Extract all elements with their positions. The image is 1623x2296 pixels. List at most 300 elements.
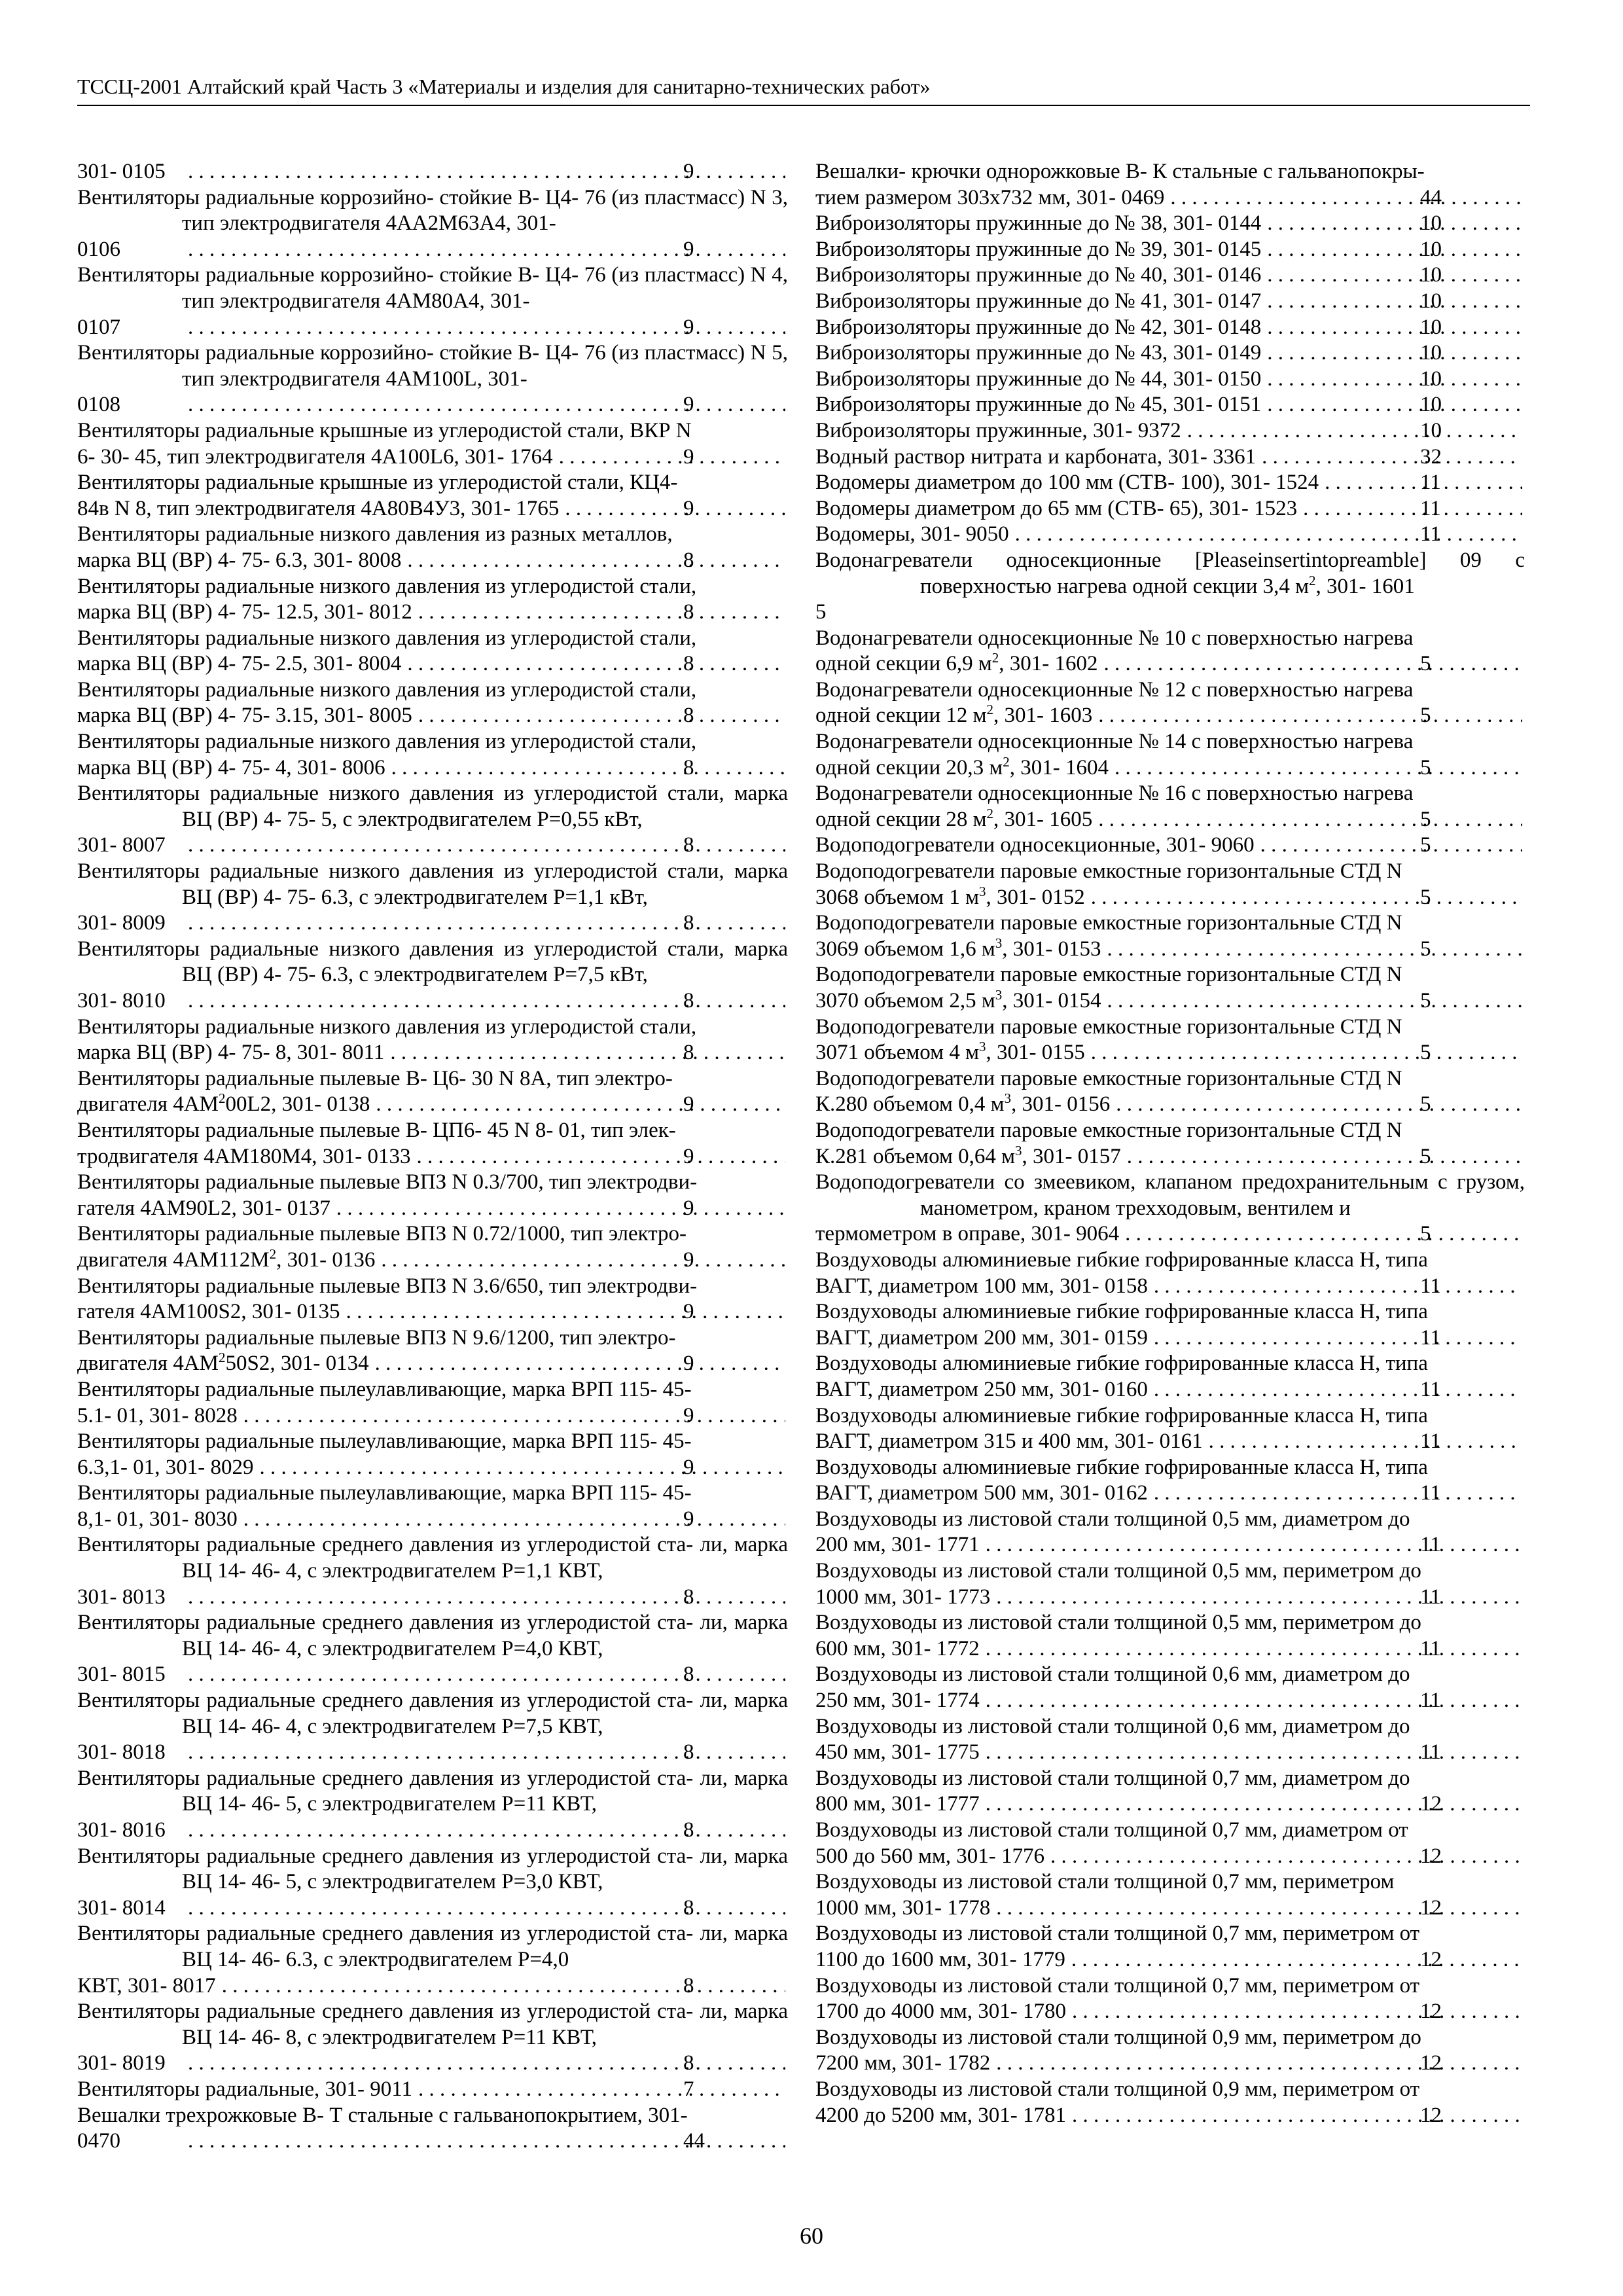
entry-tail: 450 мм, 301- 1775: [815, 1740, 980, 1765]
entry-tail: марка ВЦ (ВР) 4- 75- 2.5, 301- 8004: [77, 652, 402, 676]
entry-last-line: Водомеры, 301- 9050 . . . 11: [920, 522, 1525, 548]
index-entry: [77, 1170, 788, 1221]
index-entry: [815, 2025, 1525, 2077]
entry-tail: 1000 мм, 301- 1773: [815, 1585, 991, 1609]
dot-leader: [185, 988, 785, 1014]
entry-tail: ВАГТ, диаметром 250 мм, 301- 0160: [815, 1377, 1148, 1401]
entry-last-line: Водомеры диаметром до 100 мм (СТВ- 100), 301- 1524 . . . 11: [920, 470, 1525, 496]
entry-tail: одной секции 20,3 $м^2$, 301- 1604: [815, 753, 1109, 780]
entry-text: Вентиляторы радиальные коррозийно- стойкие В- Ц4- 76 (из пластмасс) N 4, тип электродвигателя 4АМ80А4, 301-: [77, 263, 788, 313]
index-entry: [815, 1403, 1525, 1455]
dot-leader: [1122, 1221, 1522, 1247]
index-entry: [815, 859, 1525, 910]
dot-leader: [1012, 522, 1522, 548]
dot-leader: [982, 1636, 1522, 1662]
dot-leader: [388, 755, 785, 781]
entry-last-line: 200 мм, 301- 1771 . . . 11: [920, 1532, 1525, 1558]
entry-last-line: 8,1- 01, 301- 8030 . . . 9: [182, 1507, 788, 1533]
entry-tail: 3071 объемом 4 $м^3$, 301- 0155: [815, 1039, 1085, 1065]
entry-last-line: одной секции 20,3 $м^2$, 301- 1604 . . . 5: [920, 755, 1525, 781]
index-entry: [77, 1766, 788, 1844]
index-entry: [815, 1558, 1525, 1610]
dot-leader: [1205, 1429, 1522, 1455]
entry-text: Воздуховоды из листовой стали толщиной 0,5 мм, диаметром до: [815, 1507, 1410, 1531]
entry-last-line: ВАГТ, диаметром 200 мм, 301- 0159 . . . 11: [920, 1325, 1525, 1352]
entry-text: Воздуховоды из листовой стали толщиной 0,6 мм, диаметром до: [815, 1714, 1410, 1738]
entry-text: Воздуховоды из листовой стали толщиной 0,7 мм, периметром: [815, 1870, 1395, 1894]
index-entry: [815, 1973, 1525, 2025]
entry-last-line: Виброизоляторы пружинные до № 45, 301- 0151 . . . 10: [920, 392, 1525, 418]
entry-text: Вентиляторы радиальные пылевые ВПЗ N 0.72/1000, тип электро-: [77, 1222, 687, 1246]
dot-leader: [1088, 885, 1522, 911]
dot-leader: [1150, 1274, 1522, 1300]
entry-last-line: 1000 мм, 301- 1773 . . . 11: [920, 1585, 1525, 1611]
index-entry: [815, 444, 1525, 471]
index-entry: [77, 185, 788, 263]
entry-last-line: ВАГТ, диаметром 500 мм, 301- 0162 . . . 11: [920, 1480, 1525, 1507]
entry-text: Водоподогреватели паровые емкостные горизонтальные СТД N: [815, 1066, 1402, 1090]
dot-leader: [378, 1247, 785, 1274]
entry-text: Вентиляторы радиальные среднего давления из углеродистой ста- ли, марка ВЦ 14- 46- 5, с электродвигателем Р=11 КВТ,: [77, 1766, 788, 1816]
entry-text: Вентиляторы радиальные среднего давления из углеродистой ста- ли, марка ВЦ 14- 46- 6.3, с электродвигателем Р=4,0: [77, 1922, 788, 1971]
dot-leader: [982, 1740, 1522, 1766]
index-entry: [815, 1118, 1525, 1170]
entry-tail: 5.1- 01, 301- 8028: [77, 1403, 238, 1427]
entry-last-line: одной секции 12 $м^2$, 301- 1603 . . . 5: [920, 703, 1525, 729]
entry-tail: КВТ, 301- 8017: [77, 1973, 216, 1998]
entry-text: Водоподогреватели паровые емкостные горизонтальные СТД N: [815, 963, 1402, 987]
dot-leader: [1095, 807, 1522, 833]
dot-leader: [240, 1403, 785, 1429]
entry-text: Воздуховоды алюминиевые гибкие гофрированные класса Н, типа: [815, 1247, 1428, 1272]
index-entry: [77, 2103, 788, 2155]
entry-last-line: 301- 8018 . . . 8: [182, 1740, 788, 1766]
dot-leader: [1264, 315, 1522, 341]
dot-leader: [404, 548, 785, 574]
entry-tail: марка ВЦ (ВР) 4- 75- 6.3, 301- 8008: [77, 548, 402, 572]
entry-tail: 6.3,1- 01, 301- 8029: [77, 1455, 254, 1479]
entry-tail: Виброизоляторы пружинные до № 44, 301- 0150: [815, 367, 1262, 391]
entry-last-line: ВАГТ, диаметром 315 и 400 мм, 301- 0161 . . . 11: [920, 1429, 1525, 1455]
index-entry: [815, 262, 1525, 289]
entry-text: Воздуховоды алюминиевые гибкие гофрированные класса Н, типа: [815, 1455, 1428, 1479]
entry-tail: Вентиляторы радиальные, 301- 9011: [77, 2077, 412, 2101]
entry-text: Водоподогреватели паровые емкостные горизонтальные СТД N: [815, 859, 1402, 884]
entry-text: Вентиляторы радиальные среднего давления из углеродистой ста- ли, марка ВЦ 14- 46- 8, с электродвигателем Р=11 КВТ,: [77, 2000, 788, 2049]
entry-text: Вентиляторы радиальные среднего давления из углеродистой ста- ли, марка ВЦ 14- 46- 4, с электродвигателем Р=7,5 КВТ,: [77, 1689, 788, 1738]
entry-tail: ВАГТ, диаметром 200 мм, 301- 0159: [815, 1325, 1148, 1350]
entry-last-line: Виброизоляторы пружинные до № 40, 301- 0146 . . . 10: [920, 262, 1525, 289]
entry-last-line: 6- 30- 45, тип электродвигателя 4А100L6, 301- 1764 . . . 9: [182, 444, 788, 471]
entry-last-line: 800 мм, 301- 1777 . . . 12: [920, 1791, 1525, 1818]
entry-tail: одной секции 12 $м^2$, 301- 1603: [815, 702, 1093, 728]
dot-leader: [556, 444, 785, 471]
index-entry: [815, 677, 1525, 729]
entry-last-line: КВТ, 301- 8017 . . . 8: [182, 1973, 788, 2000]
entry-tail: 3070 объемом 2,5 $м^3$, 301- 0154: [815, 987, 1101, 1013]
index-entry: [77, 859, 788, 937]
dot-leader: [1264, 340, 1522, 367]
index-entry: [815, 1662, 1525, 1713]
index-entry: [815, 1869, 1525, 1921]
entry-tail: тродвигателя 4АМ180М4, 301- 0133: [77, 1144, 411, 1168]
entry-text: Вентиляторы радиальные пылевые ВПЗ N 3.6/650, тип электродви-: [77, 1274, 698, 1298]
entry-tail: 500 до 560 мм, 301- 1776: [815, 1844, 1045, 1868]
entry-last-line: марка ВЦ (ВР) 4- 75- 2.5, 301- 8004 . . . 8: [182, 651, 788, 677]
index-entry: [815, 1714, 1525, 1766]
entry-last-line: Вентиляторы радиальные, 301- 9011 . . . 7: [182, 2077, 788, 2103]
entry-tail: марка ВЦ (ВР) 4- 75- 8, 301- 8011: [77, 1041, 385, 1065]
entry-tail: Виброизоляторы пружинные до № 40, 301- 0146: [815, 263, 1262, 287]
entry-tail: 1100 до 1600 мм, 301- 1779: [815, 1947, 1065, 1971]
dot-leader: [372, 1351, 785, 1377]
entry-text: Водоподогреватели паровые емкостные горизонтальные СТД N: [815, 1014, 1402, 1039]
entry-last-line: 301- 8010 . . . 8: [182, 988, 788, 1014]
entry-last-line: 3070 объемом 2,5 $м^3$, 301- 0154 . . . 5: [920, 988, 1525, 1014]
entry-tail: двигателя $4АМ112М^2$, 301- 0136: [77, 1246, 376, 1272]
entry-tail: Водомеры диаметром до 100 мм (СТВ- 100), 301- 1524: [815, 471, 1319, 495]
dot-leader: [185, 910, 785, 937]
dot-leader: [185, 1740, 785, 1766]
entry-text: Вентиляторы радиальные коррозийно- стойкие В- Ц4- 76 (из пластмасс) N 5, тип электродвигателя 4АМ100L, 301-: [77, 341, 788, 391]
entry-last-line: 3071 объемом 4 $м^3$, 301- 0155 . . . 5: [920, 1040, 1525, 1066]
entry-text: Воздуховоды алюминиевые гибкие гофрированные класса Н, типа: [815, 1300, 1428, 1324]
index-entry: [815, 1299, 1525, 1351]
entry-last-line: термометром в оправе, 301- 9064 . . . 5: [920, 1221, 1525, 1247]
entry-tail: Водомеры диаметром до 65 мм (СТВ- 65), 301- 1523: [815, 496, 1298, 520]
entry-last-line: ВАГТ, диаметром 100 мм, 301- 0158 . . . 11: [920, 1274, 1525, 1300]
dot-leader: [185, 1895, 785, 1922]
entry-text: Водоподогреватели паровые емкостные горизонтальные СТД N: [815, 911, 1402, 935]
index-entry: [815, 289, 1525, 315]
entry-tail: 3068 объемом 1 $м^3$, 301- 0152: [815, 883, 1085, 909]
index-entry: [815, 496, 1525, 522]
entry-tail: марка ВЦ (ВР) 4- 75- 3.15, 301- 8005: [77, 704, 412, 728]
dot-leader: [219, 1973, 785, 2000]
index-entry: [815, 418, 1525, 444]
entry-text: Вентиляторы радиальные низкого давления из углеродистой стали,: [77, 1014, 697, 1039]
entry-tail: Виброизоляторы пружинные до № 43, 301- 0149: [815, 341, 1262, 365]
index-entry: [77, 1274, 788, 1325]
entry-tail: 8,1- 01, 301- 8030: [77, 1507, 238, 1531]
dot-leader: [415, 2077, 785, 2103]
index-entry: [77, 1066, 788, 1118]
index-entry: [77, 626, 788, 677]
index-entry: [77, 729, 788, 781]
dot-leader: [993, 1895, 1522, 1922]
entry-tail: К.280 объемом 0,4 $м^3$, 301- 0156: [815, 1090, 1111, 1117]
entry-text: Вентиляторы радиальные пылевые В- Ц6- 30 N 8А, тип электро-: [77, 1066, 673, 1090]
entry-text: Вентиляторы радиальные среднего давления из углеродистой ста- ли, марка ВЦ 14- 46- 4, с электродвигателем Р=1,1 КВТ,: [77, 1533, 788, 1583]
entry-last-line: марка ВЦ (ВР) 4- 75- 3.15, 301- 8005 . . . 8: [182, 703, 788, 729]
index-entry: [77, 340, 788, 418]
index-entry: [815, 522, 1525, 548]
dot-leader: [982, 1532, 1522, 1558]
entry-tail: 84в N 8, тип электродвигателя 4А80В4У3, 301- 1765: [77, 496, 560, 520]
index-entry: [77, 1118, 788, 1170]
dot-leader: [415, 703, 785, 729]
index-entry: [77, 677, 788, 729]
entry-last-line: 3069 объемом 1,6 $м^3$, 301- 0153 . . . 5: [920, 937, 1525, 963]
entry-text: Вентиляторы радиальные пылеулавливающие, марка ВРП 115- 45-: [77, 1481, 692, 1505]
entry-text: Воздуховоды алюминиевые гибкие гофрированные класса Н, типа: [815, 1403, 1428, 1427]
entry-text: Вентиляторы радиальные низкого давления из углеродистой стали,: [77, 730, 697, 754]
entry-last-line: марка ВЦ (ВР) 4- 75- 12.5, 301- 8012 . . . 8: [182, 600, 788, 626]
entry-tail: Виброизоляторы пружинные до № 38, 301- 0144: [815, 211, 1262, 236]
entry-tail: 800 мм, 301- 1777: [815, 1792, 980, 1816]
index-entry: [77, 2077, 788, 2103]
index-column-left: [77, 159, 788, 2155]
entry-tail: марка ВЦ (ВР) 4- 75- 4, 301- 8006: [77, 755, 385, 780]
entry-tail: 250 мм, 301- 1774: [815, 1689, 980, 1713]
dot-leader: [185, 159, 785, 185]
entry-last-line: 500 до 560 мм, 301- 1776 . . . 12: [920, 1844, 1525, 1870]
index-entry: [77, 1377, 788, 1429]
entry-text: Воздуховоды из листовой стали толщиной 0,9 мм, периметром от: [815, 2077, 1420, 2101]
entry-text: Воздуховоды из листовой стали толщиной 0,9 мм, периметром до: [815, 2025, 1421, 2049]
dot-leader: [993, 1585, 1522, 1611]
dot-leader: [1167, 185, 1522, 211]
entry-last-line: 0106 . . . 9: [182, 237, 788, 263]
entry-text: Вентиляторы радиальные низкого давления из углеродистой стали, марка ВЦ (ВР) 4- 75- 6.3, с электродвигателем Р=7,5 кВт,: [77, 937, 788, 987]
entry-tail: тием размером 303х732 мм, 301- 0469: [815, 185, 1165, 209]
index-entry: [815, 1247, 1525, 1299]
index-entry: [815, 833, 1525, 859]
index-entry: [815, 626, 1525, 677]
index-entry: [815, 367, 1525, 393]
entry-tail: Виброизоляторы пружинные до № 42, 301- 0148: [815, 315, 1262, 339]
entry-last-line: К.280 объемом 0,4 $м^3$, 301- 0156 . . . 5: [920, 1092, 1525, 1118]
entry-tail: 600 мм, 301- 1772: [815, 1636, 980, 1660]
dot-leader: [1258, 444, 1522, 471]
entry-text: Вентиляторы радиальные пылевые В- ЦП6- 45 N 8- 01, тип элек-: [77, 1118, 676, 1142]
entry-text: Водонагреватели односекционные № 12 с поверхностью нагрева: [815, 677, 1414, 702]
index-entry: [815, 237, 1525, 263]
index-entry: [815, 159, 1525, 211]
index-entry: [77, 1532, 788, 1610]
index-entry: [77, 1844, 788, 1922]
entry-text: Вентиляторы радиальные крышные из углеродистой стали, ВКР N: [77, 418, 692, 442]
index-entry: [815, 1455, 1525, 1507]
entry-last-line: тродвигателя 4АМ180М4, 301- 0133 . . . 9: [182, 1144, 788, 1170]
dot-leader: [333, 1196, 785, 1222]
index-entry: [815, 1014, 1525, 1066]
index-entry: [815, 1170, 1525, 1247]
entry-text: Водоподогреватели со змеевиком, клапаном предохранительным с грузом, манометром, краном трехходовым, вентилем и: [815, 1170, 1525, 1220]
entry-tail: К.281 объемом 0,64 $м^3$, 301- 0157: [815, 1142, 1121, 1168]
header-rule: [77, 105, 1530, 106]
entry-last-line: Водоподогреватели односекционные, 301- 9060 . . . 5: [920, 833, 1525, 859]
entry-last-line: марка ВЦ (ВР) 4- 75- 4, 301- 8006 . . . 8: [182, 755, 788, 781]
entry-tail: гателя 4АМ90L2, 301- 0137: [77, 1196, 330, 1220]
entry-tail: Виброизоляторы пружинные, 301- 9372: [815, 418, 1181, 442]
entry-tail: Водомеры, 301- 9050: [815, 522, 1009, 547]
dot-leader: [1264, 392, 1522, 418]
entry-last-line: 301- 8015 . . . 8: [182, 1662, 788, 1688]
page-number: 60: [800, 2223, 823, 2249]
entry-last-line: 3068 объемом 1 $м^3$, 301- 0152 . . . 5: [920, 885, 1525, 911]
entry-text: Вешалки трехрожковые В- Т стальные с гальванопокрытием, 301-: [77, 2103, 688, 2127]
dot-leader: [1095, 703, 1522, 729]
entry-last-line: Виброизоляторы пружинные до № 41, 301- 0147 . . . 10: [920, 289, 1525, 315]
index-entry: [77, 1221, 788, 1273]
entry-tail: одной секции 6,9 $м^2$, 301- 1602: [815, 650, 1098, 676]
entry-tail: 6- 30- 45, тип электродвигателя 4А100L6, 301- 1764: [77, 444, 553, 469]
index-entry: [815, 211, 1525, 237]
index-entry: [815, 2077, 1525, 2128]
dot-leader: [185, 2051, 785, 2077]
entry-last-line: 301- 8007 . . . 8: [182, 833, 788, 859]
dot-leader: [413, 1144, 785, 1170]
index-entry: [815, 910, 1525, 962]
entry-last-line: 0470 . . . 44: [182, 2128, 788, 2155]
entry-last-line: 301- 8009 . . . 8: [182, 910, 788, 937]
index-entry: [77, 574, 788, 626]
index-entry: [77, 470, 788, 522]
entry-last-line: 1700 до 4000 мм, 301- 1780 . . . 12: [920, 1999, 1525, 2025]
dot-leader: [1150, 1480, 1522, 1507]
entry-text: Водонагреватели односекционные № 14 с поверхностью нагрева: [815, 730, 1414, 754]
entry-last-line: 84в N 8, тип электродвигателя 4А80В4У3, 301- 1765 . . . 9: [182, 496, 788, 522]
entry-text: Воздуховоды из листовой стали толщиной 0,6 мм, диаметром до: [815, 1662, 1410, 1687]
entry-last-line: 1000 мм, 301- 1778 . . . 12: [920, 1895, 1525, 1922]
entry-last-line: 1100 до 1600 мм, 301- 1779 . . . 12: [920, 1947, 1525, 1973]
entry-tail: двигателя $4АМ^200L2$, 301- 0138: [77, 1090, 370, 1117]
dot-leader: [1264, 262, 1522, 289]
entry-text: Вентиляторы радиальные крышные из углеродистой стали, КЦ4-: [77, 471, 678, 495]
entry-text: Воздуховоды из листовой стали толщиной 0,5 мм, периметром до: [815, 1559, 1421, 1583]
index-entry: [815, 781, 1525, 833]
entry-last-line: Виброизоляторы пружинные до № 43, 301- 0149 . . . 10: [920, 340, 1525, 367]
index-entry: [77, 1999, 788, 2077]
running-header: ТССЦ-2001 Алтайский край Часть 3 «Материалы и изделия для санитарно-технических работ»: [77, 75, 931, 98]
entry-last-line: 6.3,1- 01, 301- 8029 . . . 9: [182, 1455, 788, 1481]
dot-leader: [1264, 211, 1522, 237]
dot-leader: [185, 315, 785, 341]
index-entry: [815, 1766, 1525, 1818]
dot-leader: [387, 1040, 785, 1066]
index-entry: [815, 340, 1525, 367]
entry-last-line: 301- 8014 . . . 8: [182, 1895, 788, 1922]
dot-leader: [1264, 237, 1522, 263]
index-entry: [815, 315, 1525, 341]
dot-leader: [185, 1662, 785, 1688]
entry-tail: двигателя $4АМ^250S2$, 301- 0134: [77, 1350, 369, 1376]
dot-leader: [1103, 988, 1522, 1014]
index-entry: [815, 548, 1525, 626]
entry-last-line: 301- 8019 . . . 8: [182, 2051, 788, 2077]
dot-leader: [1150, 1377, 1522, 1403]
entry-text: Вентиляторы радиальные низкого давления из углеродистой стали,: [77, 626, 697, 650]
entry-text: Воздуховоды из листовой стали толщиной 0,7 мм, диаметром до: [815, 1766, 1410, 1790]
entry-last-line: 4200 до 5200 мм, 301- 1781 . . . 12: [920, 2103, 1525, 2129]
entry-tail: Водоподогреватели односекционные, 301- 9060: [815, 833, 1255, 857]
index-entry: [77, 159, 788, 185]
index-entry: [77, 781, 788, 859]
dot-leader: [562, 496, 785, 522]
entry-text: Вентиляторы радиальные среднего давления из углеродистой ста- ли, марка ВЦ 14- 46- 4, с электродвигателем Р=4,0 КВТ,: [77, 1611, 788, 1660]
entry-last-line: 7200 мм, 301- 1782 . . . 12: [920, 2051, 1525, 2077]
dot-leader: [982, 1688, 1522, 1714]
index-entry: [77, 937, 788, 1014]
entry-text: Вентиляторы радиальные низкого давления из углеродистой стали, марка ВЦ (ВР) 4- 75- 5, с электродвигателем Р=0,55 кВт,: [77, 781, 788, 831]
entry-text: Вентиляторы радиальные низкого давления из углеродистой стали, марка ВЦ (ВР) 4- 75- 6.3, с электродвигателем Р=1,1 кВт,: [77, 859, 788, 909]
entry-tail: 1000 мм, 301- 1778: [815, 1895, 991, 1920]
entry-tail: 200 мм, 301- 1771: [815, 1533, 980, 1557]
index-entry: [815, 1507, 1525, 1558]
entry-page: 5: [815, 600, 827, 624]
entry-last-line: 301- 8013 . . . 8: [182, 1585, 788, 1611]
entry-text: Воздуховоды из листовой стали толщиной 0,7 мм, периметром от: [815, 1922, 1420, 1946]
entry-last-line: 5.1- 01, 301- 8028 . . . 9: [182, 1403, 788, 1429]
entry-last-line: гателя 4АМ90L2, 301- 0137 . . . 9: [182, 1196, 788, 1222]
dot-leader: [343, 1299, 785, 1325]
entry-last-line: 301- 8016 . . . 8: [182, 1818, 788, 1844]
index-entry: [77, 1688, 788, 1766]
entry-last-line: марка ВЦ (ВР) 4- 75- 8, 301- 8011 . . . 8: [182, 1040, 788, 1066]
entry-last-line: ВАГТ, диаметром 250 мм, 301- 0160 . . . 11: [920, 1377, 1525, 1403]
entry-last-line: Виброизоляторы пружинные до № 38, 301- 0144 . . . 10: [920, 211, 1525, 237]
entry-tail: 3069 объемом 1,6 $м^3$, 301- 0153: [815, 935, 1101, 961]
entry-last-line: тием размером 303х732 мм, 301- 0469 . . . 44: [920, 185, 1525, 211]
index-entry: [77, 1429, 788, 1480]
dot-leader: [1103, 937, 1522, 963]
dot-leader: [1264, 289, 1522, 315]
index-entry: [77, 262, 788, 340]
entry-tail: Виброизоляторы пружинные до № 39, 301- 0145: [815, 237, 1262, 261]
index-entry: [77, 1480, 788, 1532]
entry-text: Вентиляторы радиальные пылеулавливающие, марка ВРП 115- 45-: [77, 1429, 692, 1454]
index-entry: [77, 418, 788, 470]
dot-leader: [1113, 1092, 1522, 1118]
dot-leader: [1124, 1144, 1522, 1170]
entry-last-line: Водный раствор нитрата и карбоната, 301- 3361 . . . 32: [920, 444, 1525, 471]
dot-leader: [1300, 496, 1522, 522]
entry-tail: 1700 до 4000 мм, 301- 1780: [815, 2000, 1067, 2024]
entry-tail: 4200 до 5200 мм, 301- 1781: [815, 2103, 1067, 2127]
entry-last-line: двигателя $4АМ112М^2$, 301- 0136 . . . 9: [182, 1247, 788, 1274]
entry-text: Вентиляторы радиальные пылевые ВПЗ N 9.6/1200, тип электро-: [77, 1325, 676, 1350]
entry-text: Вентиляторы радиальные пылевые ВПЗ N 0.3/700, тип электродви-: [77, 1170, 698, 1194]
index-entry: [815, 1066, 1525, 1118]
entry-last-line: Виброизоляторы пружинные, 301- 9372 . . . 10: [920, 418, 1525, 444]
dot-leader: [240, 1507, 785, 1533]
entry-last-line: Водомеры диаметром до 65 мм (СТВ- 65), 301- 1523 . . . 11: [920, 496, 1525, 522]
entry-tail: ВАГТ, диаметром 315 и 400 мм, 301- 0161: [815, 1429, 1203, 1454]
entry-last-line: Виброизоляторы пружинные до № 39, 301- 0145 . . . 10: [920, 237, 1525, 263]
dot-leader: [1101, 651, 1522, 677]
index-entry: [815, 962, 1525, 1014]
index-entry: [815, 1818, 1525, 1869]
index-column-right: [815, 159, 1525, 2128]
index-entry: [815, 392, 1525, 418]
dot-leader: [1068, 1947, 1522, 1973]
entry-last-line: 600 мм, 301- 1772 . . . 11: [920, 1636, 1525, 1662]
dot-leader: [185, 1585, 785, 1611]
index-entry: [77, 522, 788, 573]
entry-last-line: двигателя $4АМ^250S2$, 301- 0134 . . . 9: [182, 1351, 788, 1377]
entry-text: Водоподогреватели паровые емкостные горизонтальные СТД N: [815, 1118, 1402, 1142]
entry-text: Вентиляторы радиальные среднего давления из углеродистой ста- ли, марка ВЦ 14- 46- 5, с электродвигателем Р=3,0 КВТ,: [77, 1844, 788, 1894]
entry-text: Вешалки- крючки однорожковые В- К стальные с гальванопокры-: [815, 160, 1425, 183]
entry-text: Водонагреватели односекционные [Pleaseinsertintopreamble] 09 с поверхностью нагрева одной секции 3,4 $м^2$, 301- 1601: [815, 548, 1525, 598]
entry-tail: Водный раствор нитрата и карбоната, 301- 3361: [815, 444, 1257, 469]
entry-tail: 7200 мм, 301- 1782: [815, 2051, 991, 2075]
entry-last-line: 301- 0105 . . . 9: [182, 159, 788, 185]
entry-tail: ВАГТ, диаметром 500 мм, 301- 0162: [815, 1481, 1148, 1505]
dot-leader: [1069, 1999, 1522, 2025]
dot-leader: [185, 237, 785, 263]
